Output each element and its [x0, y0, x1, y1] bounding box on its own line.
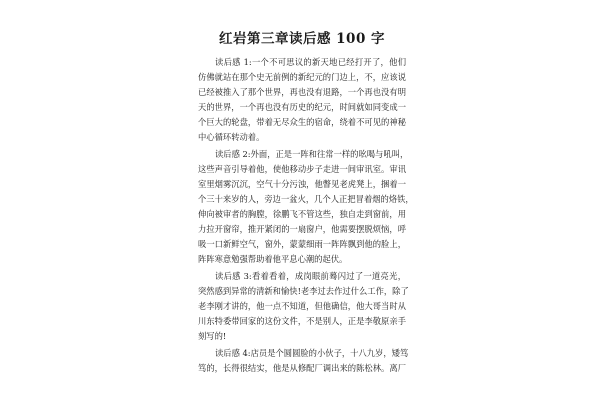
paragraph-4	[198, 346, 409, 376]
paragraph-line: 已经被推入了那个世界，再也没有退路，一个再也没有明	[198, 87, 406, 97]
paragraph-line: 读后感 3:看着看着，成岗眼前蓦闪过了一道亮光，	[215, 271, 406, 281]
paragraph-line: 川东特委带回家的这份文件，不是别人，正是李敬原亲手	[198, 316, 406, 326]
paragraph-line: 这些声音引导着他，使他移动步子走进一间审讯室。审讯	[198, 164, 406, 174]
paragraph-line: 刻写的!	[198, 331, 227, 341]
paragraph-line: 读后感 1:一个不可思议的新天地已经打开了，他们	[215, 57, 406, 67]
paragraph-line: 天的世界，一个再也没有历史的纪元，时间就如同变成一	[198, 102, 406, 112]
paragraph-line: 读后感 4:店员是个圆圆脸的小伙子，十八九岁，矮笃	[215, 348, 409, 358]
paragraph-1	[198, 55, 406, 145]
paragraph-line: 力拉开窗帘，推开紧闭的一扇窗户，他需要摆脱烦恼，呼	[198, 224, 406, 234]
paragraph-line: 中心循环转动着。	[198, 132, 265, 142]
paragraph-line: 突然感到异常的清新和愉快!老李过去作过什么工作，除了	[198, 286, 409, 296]
paragraph-line: 个巨大的轮盘，带着无尽众生的宿命，绕着不可见的神秘	[198, 117, 406, 127]
paragraph-line: 室里烟雾沉沉，空气十分污浊，他瞥见老虎凳上，捆着一	[198, 179, 406, 189]
paragraph-line: 伸向被审者的胸膛，徐鹏飞不管这些，独自走到窗前，用	[198, 209, 406, 219]
paragraph-line: 笃的，长得很结实，他是从修配厂调出来的陈松林。离厂	[198, 363, 406, 373]
paragraph-3	[198, 269, 409, 344]
document-title: 红岩第三章读后感 100 字	[218, 31, 386, 47]
paragraph-line: 读后感 2:外面，正是一阵和往常一样的吆喝与吼叫，	[215, 149, 409, 159]
paragraph-line: 阵阵寒意勉强帮助着他平息心潮的起伏。	[198, 254, 348, 264]
document-page	[198, 30, 414, 378]
paragraph-line: 吸一口新鲜空气，窗外，蒙蒙细雨一阵阵飘到他的脸上，	[198, 239, 406, 249]
paragraph-line: 仿佛就站在那个史无前例的新纪元的门边上，不，应该说	[198, 72, 406, 82]
paragraph-line: 个三十来岁的人，旁边一盆火，几个人正把冒着烟的烙铁，	[198, 194, 414, 204]
paragraph-line: 老李刚才讲的，他一点不知道，但他确信，他大哥当时从	[198, 301, 406, 311]
paragraph-2	[198, 147, 414, 267]
